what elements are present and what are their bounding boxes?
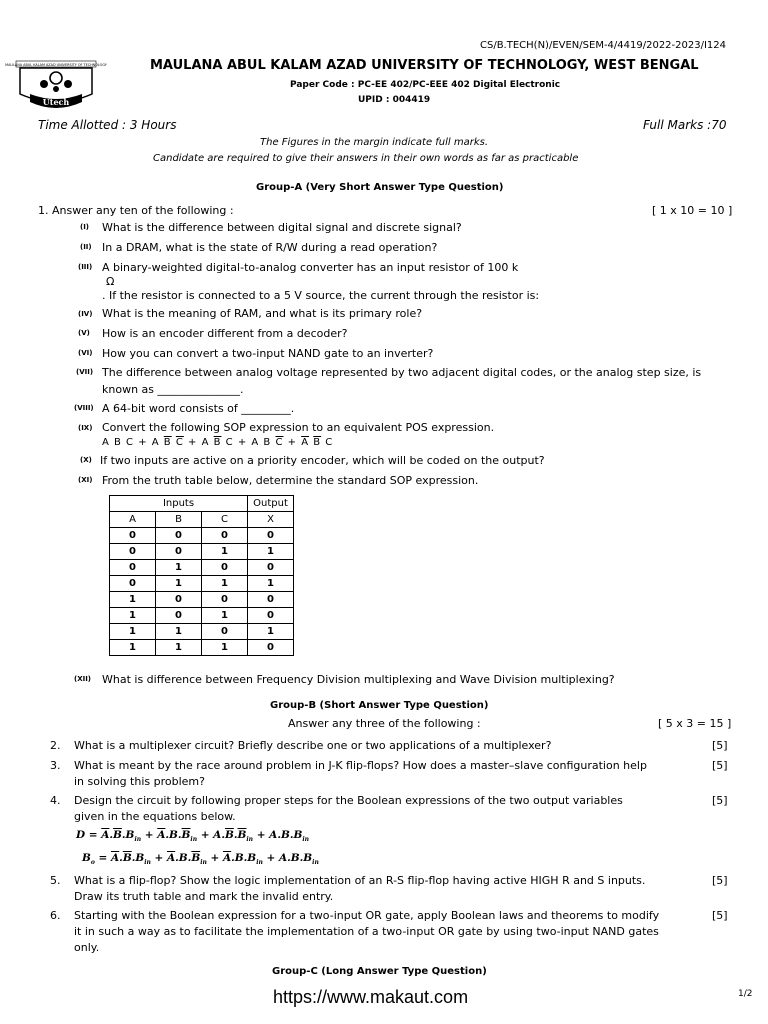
group-c-title: Group-C (Long Answer Type Question) (272, 966, 487, 977)
table-cell: 0 (156, 544, 202, 560)
q11-text: From the truth table below, determine the standard SOP expression. (102, 474, 479, 487)
table-cell: 1 (110, 640, 156, 656)
q6-b-marks: [5] (712, 909, 728, 922)
footer-url[interactable]: https://www.makaut.com (273, 987, 469, 1007)
table-row (110, 640, 294, 656)
table-cell: 1 (156, 640, 202, 656)
q1-number: (I) (80, 223, 90, 231)
table-row (110, 592, 294, 608)
table-cell: 0 (248, 640, 294, 656)
q11-number: (XI) (78, 476, 93, 484)
paper-code-line: CS/B.TECH(N)/EVEN/SEM-4/4419/2022-2023/I124 (480, 40, 727, 51)
truth-table-group-header (110, 496, 294, 512)
table-cell: 0 (202, 624, 248, 640)
q2-b-number: 2. (50, 739, 61, 752)
university-name: MAULANA ABUL KALAM AZAD UNIVERSITY OF TECHNOLOGY, WEST BENGAL (150, 58, 699, 73)
q6-b-text-line3: only. (74, 941, 100, 954)
table-cell: 1 (248, 576, 294, 592)
table-cell: 0 (110, 560, 156, 576)
instruction-note-2: Candidate are required to give their answers in their own words as far as practicable (153, 153, 579, 164)
q5-number: (V) (78, 329, 90, 337)
full-marks: Full Marks :70 (643, 118, 727, 132)
column-header: A (110, 512, 156, 528)
q4-b-number: 4. (50, 794, 61, 807)
q1-text: What is the difference between digital signal and discrete signal? (102, 221, 462, 234)
table-cell: 1 (156, 624, 202, 640)
table-cell: 0 (248, 592, 294, 608)
group-a-title: Group-A (Very Short Answer Type Question) (256, 182, 504, 193)
table-row (110, 608, 294, 624)
q9-text: Convert the following SOP expression to an equivalent POS expression. (102, 421, 495, 434)
table-cell: 0 (248, 528, 294, 544)
q4-b-text-line2: given in the equations below. (74, 810, 236, 823)
column-header: X (248, 512, 294, 528)
table-cell: 1 (110, 608, 156, 624)
q12-number: (XII) (74, 675, 92, 683)
q4-text: What is the meaning of RAM, and what is its primary role? (102, 307, 423, 320)
q3-text: A binary-weighted digital-to-analog converter has an input resistor of 100 k (102, 261, 519, 274)
q12-text: What is difference between Frequency Division multiplexing and Wave Division multiplexing? (102, 673, 615, 686)
table-cell: 0 (110, 544, 156, 560)
table-cell: 1 (156, 576, 202, 592)
q3-text-cont: . If the resistor is connected to a 5 V source, the current through the resistor is: (102, 289, 540, 302)
q8-number: (VIII) (74, 404, 94, 412)
group-a-marks: [ 1 x 10 = 10 ] (652, 204, 733, 217)
instruction-note-1: The Figures in the margin indicate full marks. (260, 137, 489, 148)
q2-b-text: What is a multiplexer circuit? Briefly describe one or two applications of a multiplexer? (74, 739, 552, 752)
q3-b-marks: [5] (712, 759, 728, 772)
table-cell: 1 (110, 624, 156, 640)
table-cell: 0 (156, 528, 202, 544)
column-header: C (202, 512, 248, 528)
q7-number: (VII) (76, 368, 94, 376)
q3-b-text-line2: in solving this problem? (74, 775, 205, 788)
time-allotted: Time Allotted : 3 Hours (38, 118, 177, 132)
q6-text: How you can convert a two-input NAND gate to an inverter? (102, 347, 434, 360)
q5-text: How is an encoder different from a decoder? (102, 327, 348, 340)
equation-d: $D = \overline{A}.\overline{B}.B_{in} + \overline{A}.B.\overline{B}_{in} + A.\overline{B}.\overline{B}_{in} + A.B.B_{in}$ (76, 829, 310, 843)
q4-b-text-line1: Design the circuit by following proper steps for the Boolean expressions of the two output variables (74, 794, 623, 807)
output-header: Output (248, 496, 294, 512)
q3-number: (III) (78, 263, 93, 271)
table-row (110, 560, 294, 576)
table-row (110, 544, 294, 560)
table-cell: 0 (248, 608, 294, 624)
q5-b-number: 5. (50, 874, 61, 887)
group-b-instruction: Answer any three of the following : (288, 717, 481, 730)
paper-code: Paper Code : PC-EE 402/PC-EEE 402 Digital Electronic (290, 80, 561, 90)
inputs-header: Inputs (110, 496, 248, 512)
equation-bo: $B_o = \overline{A}.\overline{B}.B_{in} + \overline{A}.B.\overline{B}_{in} + \overline{A}.B.B_{in} + A.B.B_{in}$ (82, 852, 319, 866)
q10-text: If two inputs are active on a priority encoder, which will be coded on the output? (100, 454, 545, 467)
table-cell: 1 (110, 592, 156, 608)
q5-b-text-line1: What is a flip-flop? Show the logic implementation of an R-S flip-flop having active HIGH R and S inputs. (74, 874, 646, 887)
q3-b-number: 3. (50, 759, 61, 772)
logo-caption: MAULANA ABUL KALAM AZAD UNIVERSITY OF TECHNOLOGY (5, 63, 107, 67)
q2-b-marks: [5] (712, 739, 728, 752)
q3-ohm-symbol: Ω (106, 275, 115, 288)
q7-text-cont: known as _______________. (102, 383, 244, 396)
university-logo (5, 60, 107, 114)
table-row (110, 528, 294, 544)
table-cell: 0 (202, 560, 248, 576)
q8-text: A 64-bit word consists of _________. (102, 402, 295, 415)
q3-b-text-line1: What is meant by the race around problem in J-K flip-flops? How does a master–slave configuration help (74, 759, 647, 772)
table-cell: 0 (202, 528, 248, 544)
table-row (110, 624, 294, 640)
table-cell: 1 (202, 608, 248, 624)
q10-number: (X) (80, 456, 92, 464)
table-cell: 0 (110, 528, 156, 544)
q6-b-text-line2: it in such a way as to facilitate the implementation of a two-input OR gate by using two-input NAND gates (74, 925, 659, 938)
table-cell: 1 (202, 640, 248, 656)
group-b-marks: [ 5 x 3 = 15 ] (658, 717, 732, 730)
q5-b-text-line2: Draw its truth table and mark the invalid entry. (74, 890, 334, 903)
table-cell: 1 (202, 576, 248, 592)
sop-expression: A B C + A $\overline{B}$ $\overline{C} + A$ $\overline{B}$ C + A B $\overline{C} + \overline{A}$ $\overline{B}$ C (102, 437, 334, 448)
q6-b-text-line1: Starting with the Boolean expression for a two-input OR gate, apply Boolean laws and theorems to modify (74, 909, 660, 922)
q6-b-number: 6. (50, 909, 61, 922)
q2-number: (II) (80, 243, 92, 251)
table-cell: 0 (156, 608, 202, 624)
q7-text: The difference between analog voltage represented by two adjacent digital codes, or the analog step size, is (102, 366, 702, 379)
table-cell: 0 (110, 576, 156, 592)
q9-number: (IX) (78, 424, 93, 432)
upid: UPID : 004419 (358, 95, 431, 105)
q2-text: In a DRAM, what is the state of R/W during a read operation? (102, 241, 438, 254)
group-b-title: Group-B (Short Answer Type Question) (270, 700, 489, 711)
q4-b-marks: [5] (712, 794, 728, 807)
truth-table-column-header (110, 512, 294, 528)
group-a-instruction: 1. Answer any ten of the following : (38, 204, 234, 217)
q4-number: (IV) (78, 310, 93, 318)
page-number: 1/2 (738, 989, 753, 999)
table-cell: 0 (248, 560, 294, 576)
column-header: B (156, 512, 202, 528)
table-cell: 1 (202, 544, 248, 560)
table-cell: 1 (248, 624, 294, 640)
table-cell: 1 (248, 544, 294, 560)
table-cell: 1 (156, 560, 202, 576)
logo-text: Utech (42, 97, 70, 107)
table-cell: 0 (202, 592, 248, 608)
q5-b-marks: [5] (712, 874, 728, 887)
truth-table (109, 495, 294, 656)
table-cell: 0 (156, 592, 202, 608)
q6-number: (VI) (78, 349, 93, 357)
table-row (110, 576, 294, 592)
